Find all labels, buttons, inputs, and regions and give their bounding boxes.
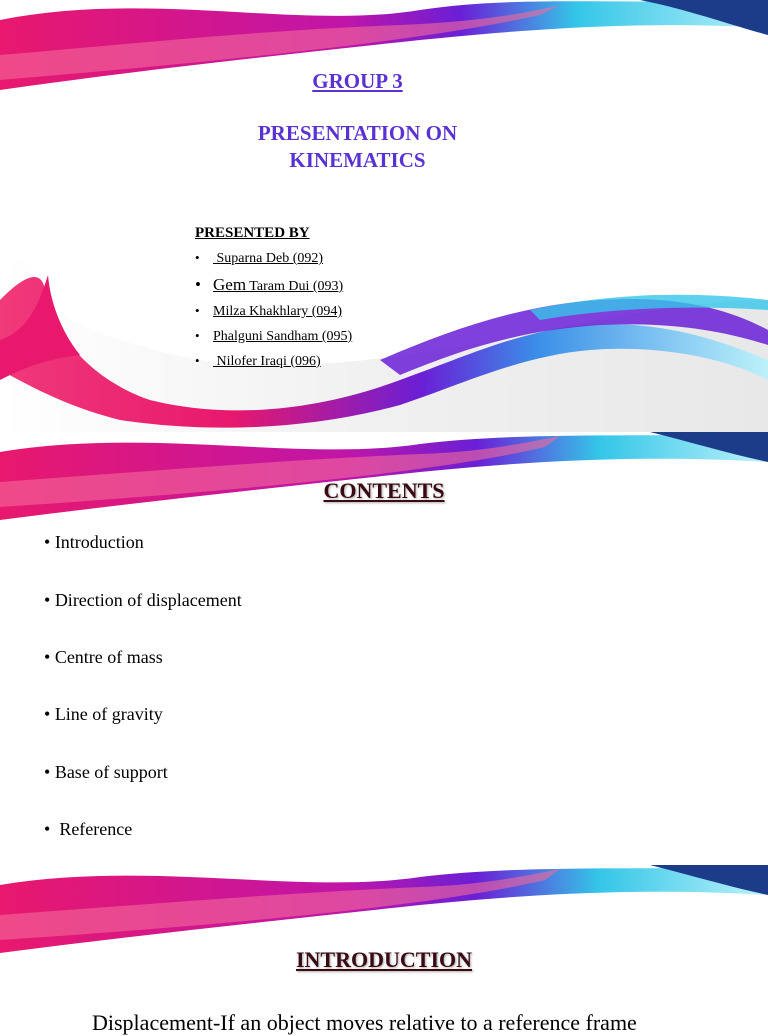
bullet-icon: • <box>195 328 200 343</box>
swoosh-decoration-top <box>0 0 768 432</box>
toc-item: • Centre of mass <box>44 647 163 667</box>
presenter-item <box>195 328 352 345</box>
presentation-title-line1: PRESENTATION ON <box>257 121 458 145</box>
bullet-icon: • <box>195 353 200 368</box>
introduction-slide <box>0 865 768 1024</box>
bullet-icon: • <box>195 275 201 294</box>
presented-by-label: PRESENTED BY <box>195 225 310 241</box>
presenter-name: Suparna Deb (092) <box>216 251 324 266</box>
group-title: GROUP 3 <box>312 69 403 93</box>
toc-item: • Direction of displacement <box>44 590 242 610</box>
toc-item: • Line of gravity <box>44 704 163 724</box>
presenter-name: Milza Khakhlary (094) <box>213 304 343 319</box>
presenter-name: Gem Taram Dui (093) <box>213 275 344 294</box>
title-slide <box>0 0 768 432</box>
presentation-title-line2: KINEMATICS <box>289 148 426 172</box>
presenter-name: Nilofer Iraqi (096) <box>216 354 321 369</box>
presenter-item <box>195 303 342 320</box>
toc-item: • Base of support <box>44 762 168 782</box>
presenter-item <box>195 275 343 295</box>
bullet-icon: • <box>195 250 200 265</box>
bullet-icon: • <box>195 303 200 318</box>
toc-item: • Introduction <box>44 532 144 552</box>
presentation-title <box>0 120 715 174</box>
contents-title: CONTENTS <box>323 478 445 503</box>
introduction-text: Displacement-If an object moves relative to a reference frame <box>92 1010 637 1035</box>
toc-item: • Reference <box>44 819 133 839</box>
presenter-item <box>195 353 321 370</box>
presenter-name: Phalguni Sandham (095) <box>213 329 353 344</box>
presenter-item <box>195 250 323 267</box>
introduction-title: INTRODUCTION <box>295 947 473 972</box>
